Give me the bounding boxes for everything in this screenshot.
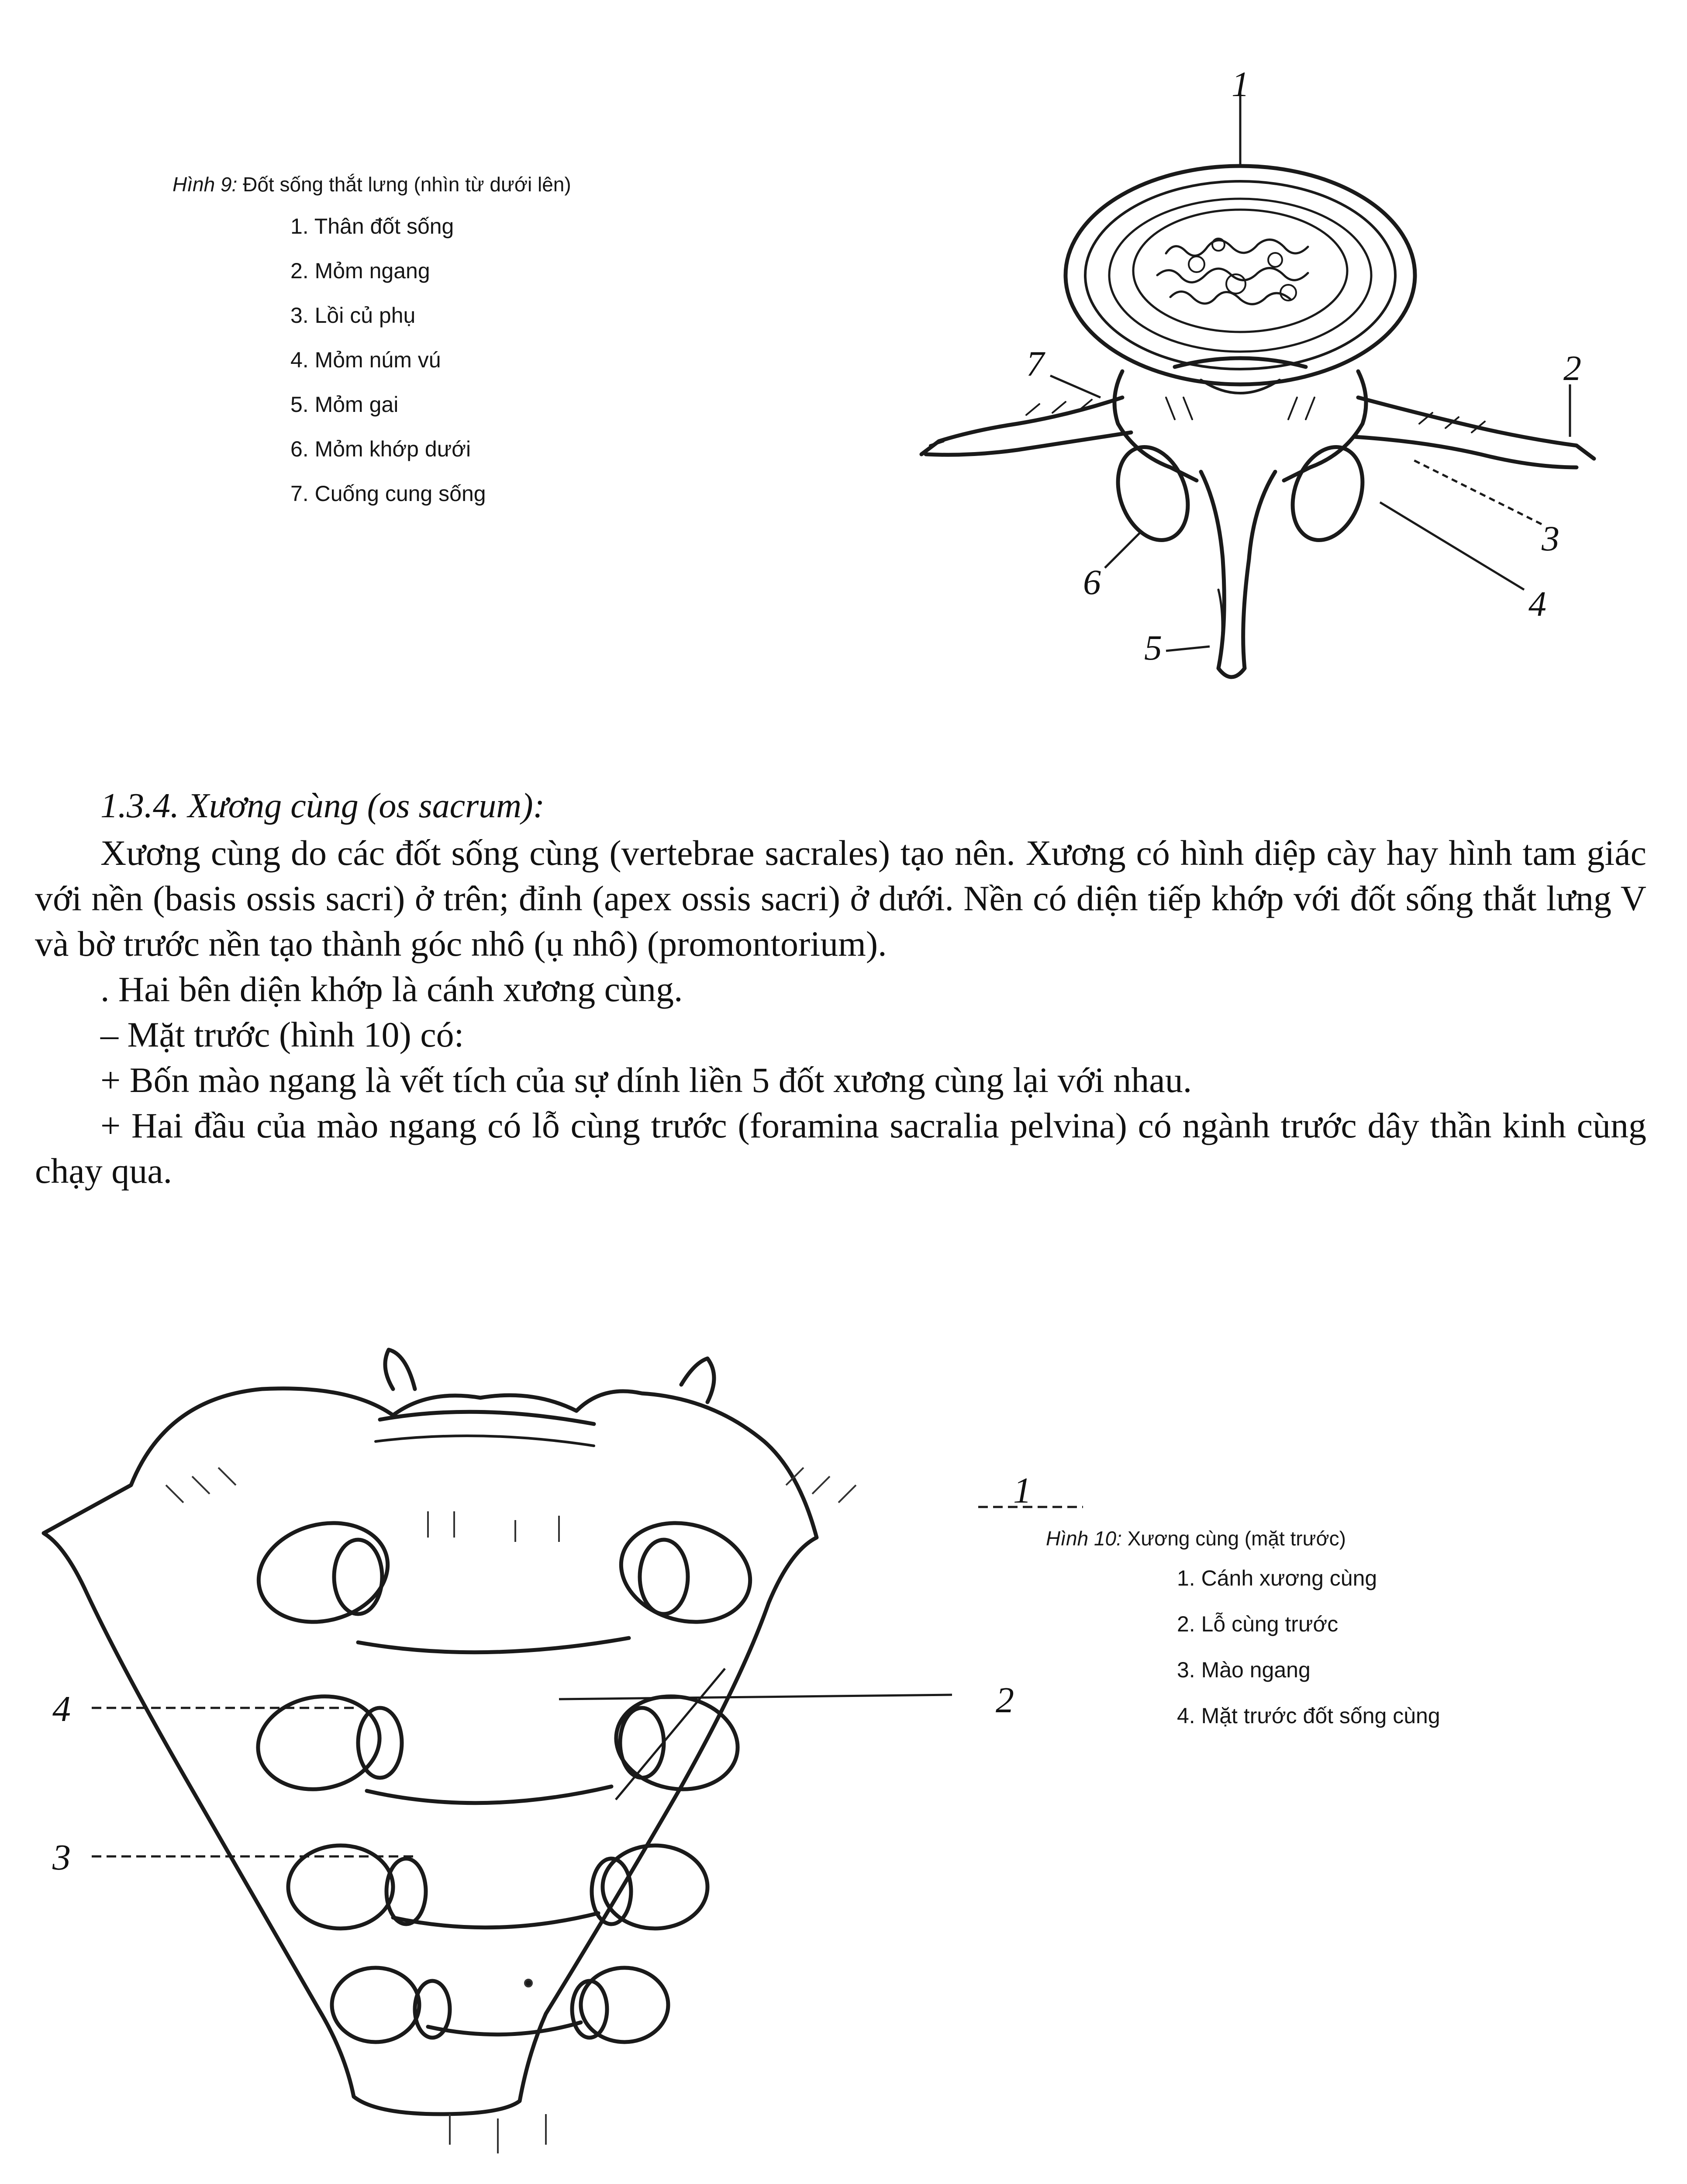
- paragraph: Xương cùng do các đốt sống cùng (vertebrae sacrales) tạo nên. Xương có hình diệp cày hay hình tam giác với nền (basis ossis sacri) ở trên; đỉnh (apex ossis sacri) ở dưới. Nền có diện tiếp khớp với đốt sống thắt lưng V và bờ trước nền tạo thành góc nhô (ụ nhô) (promontorium).: [35, 833, 1646, 964]
- figure-9-caption: [172, 173, 571, 516]
- fig9-label-7: 7: [1026, 344, 1044, 384]
- fig9-label-4: 4: [1528, 584, 1546, 624]
- paragraph: . Hai bên diện khớp là cánh xương cùng.: [100, 969, 683, 1009]
- sacrum-illustration: [35, 1337, 1083, 2184]
- figure-10-legend: [1177, 1555, 1440, 1739]
- paragraph: + Bốn mào ngang là vết tích của sự dính liền 5 đốt xương cùng lại với nhau.: [100, 1060, 1192, 1100]
- figure-9-prefix: Hình 9:: [172, 173, 238, 196]
- fig10-label-2: 2: [996, 1680, 1014, 1721]
- legend-item: 2. Mỏm ngang: [290, 259, 430, 283]
- figure-10-caption: [1046, 1527, 1440, 1739]
- paragraph: – Mặt trước (hình 10) có:: [100, 1015, 464, 1054]
- paragraph: + Hai đầu của mào ngang có lỗ cùng trước (foramina sacralia pelvina) có ngành trước dây thần kinh cùng chạy qua.: [35, 1106, 1646, 1191]
- figure-10-prefix: Hình 10:: [1046, 1527, 1122, 1550]
- figure-9-legend: [290, 204, 571, 516]
- legend-item: 5. Mỏm gai: [290, 392, 399, 417]
- legend-item: 3. Mào ngang: [1177, 1658, 1311, 1682]
- fig9-label-6: 6: [1083, 562, 1101, 602]
- fig9-label-1: 1: [1232, 66, 1249, 104]
- lumbar-vertebra-illustration: [895, 66, 1616, 729]
- fig10-label-4: 4: [52, 1689, 71, 1729]
- legend-item: 7. Cuống cung sống: [290, 481, 486, 506]
- figure-10-title: Xương cùng (mặt trước): [1127, 1527, 1346, 1550]
- section-heading: 1.3.4. Xương cùng (os sacrum):: [100, 787, 545, 825]
- legend-item: 1. Cánh xương cùng: [1177, 1566, 1377, 1590]
- legend-item: 1. Thân đốt sống: [290, 214, 454, 238]
- legend-item: 3. Lồi củ phụ: [290, 303, 416, 328]
- legend-item: 2. Lỗ cùng trước: [1177, 1612, 1339, 1636]
- fig9-label-3: 3: [1542, 518, 1559, 558]
- figure-9-title: Đốt sống thắt lưng (nhìn từ dưới lên): [243, 173, 571, 196]
- fig10-label-3: 3: [52, 1837, 71, 1878]
- legend-item: 4. Mặt trước đốt sống cùng: [1177, 1704, 1440, 1728]
- fig9-label-5: 5: [1144, 628, 1162, 667]
- section-text: [35, 786, 1646, 1194]
- legend-item: 6. Mỏm khớp dưới: [290, 437, 471, 461]
- legend-item: 4. Mỏm núm vú: [290, 348, 441, 372]
- fig9-label-2: 2: [1563, 348, 1581, 388]
- fig10-label-1: 1: [1013, 1470, 1032, 1511]
